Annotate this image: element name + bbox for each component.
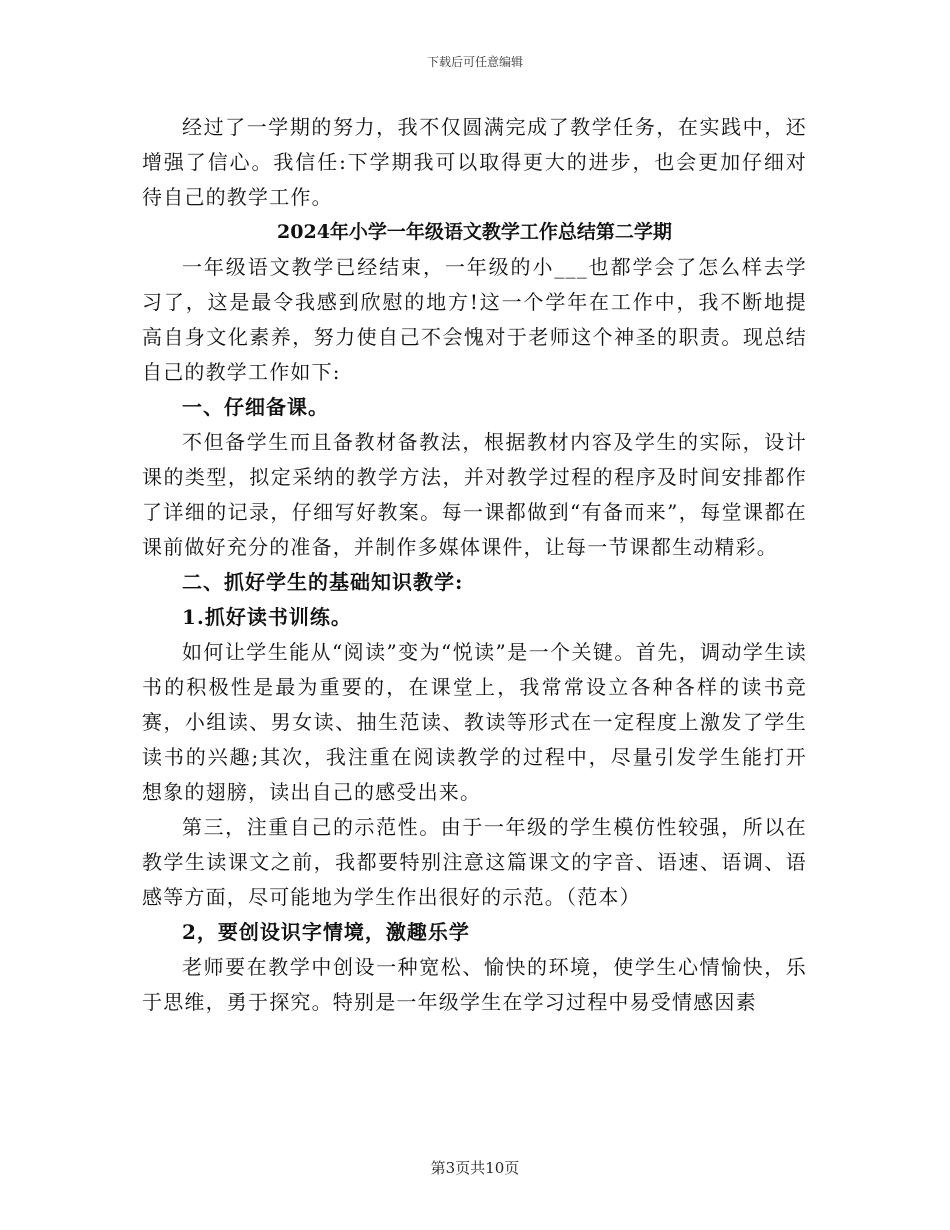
paragraph-demonstration: 第三，注重自己的示范性。由于一年级的学生模仿性较强，所以在教学生读课文之前，我都要特别注意这篇课文的字音、语速、语调、语感等方面，尽可能地为学生作出很好的示范。（范本） [142, 815, 807, 909]
page-header: 下载后可任意编辑 [426, 55, 523, 69]
subsection-heading-2: 2，要创设识字情境，激趣乐学 [182, 920, 470, 944]
subsection-heading-1: 1.抓好读书训练。 [182, 605, 352, 629]
paragraph-preparation: 不但备学生而且备教材备教法，根据教材内容及学生的实际，设计课的类型，拟定采纳的教学方法，并对教学过程的程序及时间安排都作了详细的记录，仔细写好教案。每一课都做到“有备而来”，每堂课都在课前做好充分的准备，并制作多媒体课件，让每一节课都生动精彩。 [142, 430, 807, 559]
document-body [142, 110, 807, 1020]
paragraph-environment: 老师要在教学中创设一种宽松、愉快的环境，使学生心情愉快，乐于思维，勇于探究。特别是一年级学生在学习过程中易受情感因素 [142, 955, 807, 1014]
section-heading-2: 二、抓好学生的基础知识教学: [182, 570, 464, 594]
page-footer: 第3页共10页 [430, 1159, 520, 1177]
paragraph-summary: 一年级语文教学已经结束，一年级的小___也都学会了怎么样去学习了，这是最令我感到欣慰的地方!这一个学年在工作中，我不断地提高自身文化素养，努力使自己不会愧对于老师这个神圣的职责。现总结自己的教学工作如下: [142, 255, 807, 384]
paragraph-reading: 如何让学生能从“阅读”变为“悦读”是一个关键。首先，调动学生读书的积极性是最为重要的，在课堂上，我常常设立各种各样的读书竞赛，小组读、男女读、抽生范读、教读等形式在一定程度上激发了学生读书的兴趣;其次，我注重在阅读教学的过程中，尽量引发学生能打开想象的翅膀，读出自己的感受出来。 [142, 640, 807, 804]
section-heading-1: 一、仔细备课。 [182, 395, 329, 419]
document-title: 2024年小学一年级语文教学工作总结第二学期 [277, 221, 672, 243]
paragraph-intro: 经过了一学期的努力，我不仅圆满完成了教学任务，在实践中，还增强了信心。我信任:下学期我可以取得更大的进步，也会更加仔细对待自己的教学工作。 [142, 115, 807, 209]
